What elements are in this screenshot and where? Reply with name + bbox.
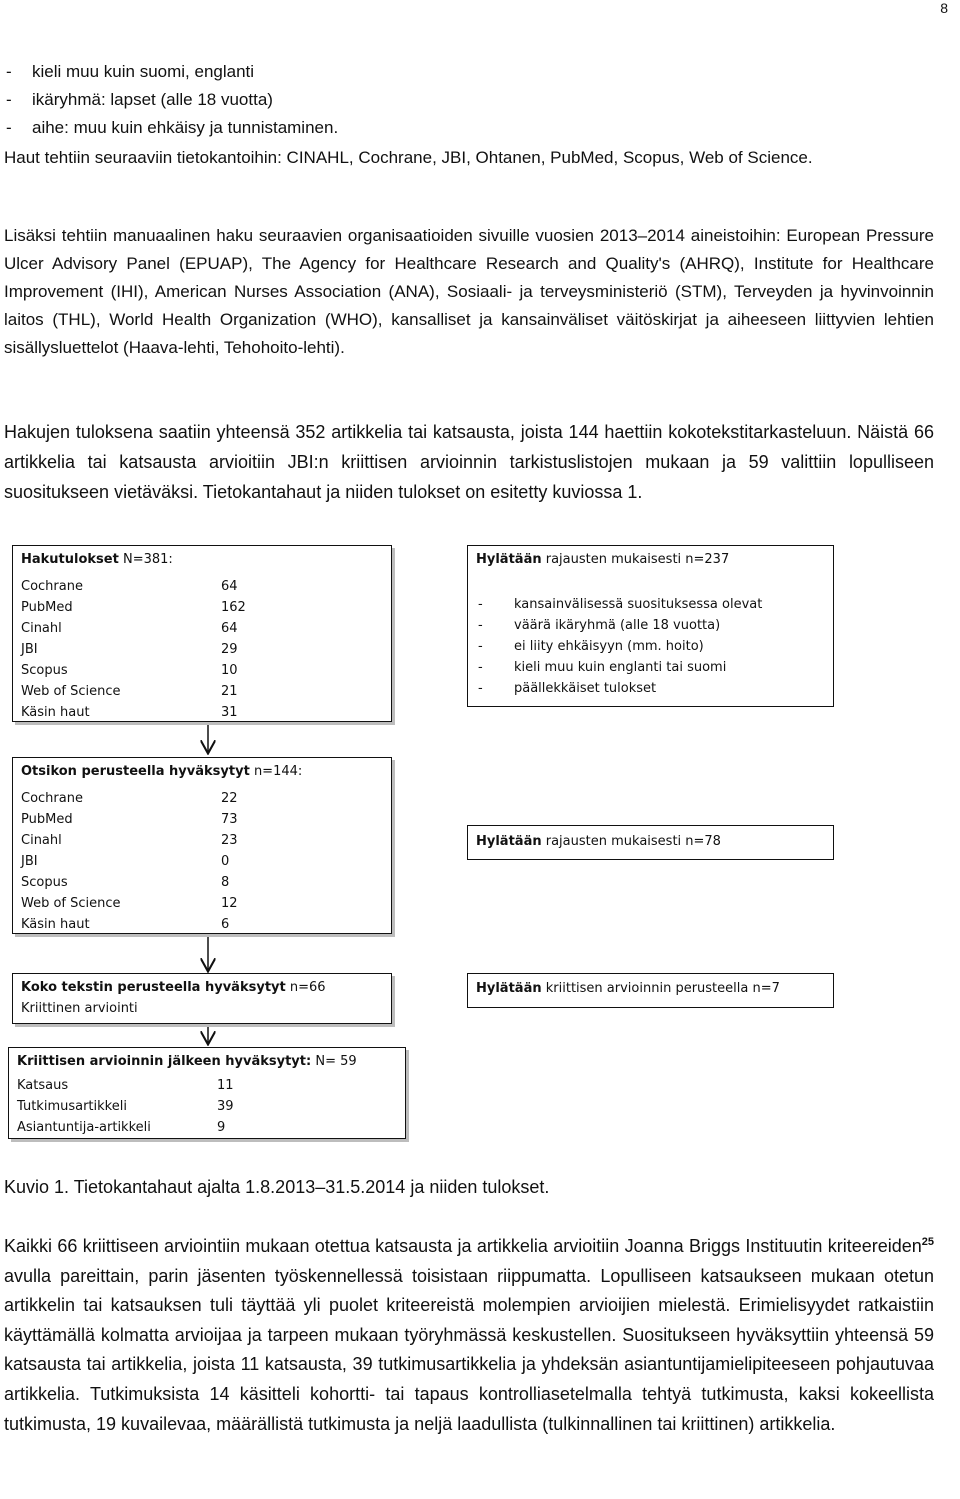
title-accepted-box (12, 757, 392, 934)
table-row: Asiantuntija-artikkeli 9 (17, 1120, 226, 1135)
box-count: n=144: (253, 764, 303, 779)
table-row: Web of Science 12 (21, 896, 238, 911)
reference-number: 25 (921, 1236, 934, 1248)
table-row: Scopus 10 (21, 663, 238, 678)
box-count: N= 59 (315, 1054, 357, 1069)
databases-paragraph: Haut tehtiin seuraaviin tietokantoihin: CINAHL, Cochrane, JBI, Ohtanen, PubMed, Scopus, Web of Science. (4, 148, 813, 167)
table-row: Web of Science 21 (21, 684, 238, 699)
final-accepted-box (8, 1047, 406, 1139)
appraisal-paragraph: Kaikki 66 kriittiseen arviointiin mukaan otettua katsausta ja artikkelia arvioitiin Joanna Briggs Instituutin kriteereiden$^{25}$ avulla pareittain, parin jäsenten työskennellessä toisistaan riippumatta. Lopulliseen katsaukseen mukaan otetun artikkelin tai katsauksen tuli täyttää yli puolet kriteereistä molempien arvioijien mielestä. Erimielisyydet ratkaistiin käyttämällä kolmatta arvioijaa ja tarpeen mukaan työryhmässä keskustellen. Suositukseen hyväksyttiin yhteensä 59 katsausta tai artikkelia, joista 11 katsausta, 39 tutkimusartikkelia ja yhdeksän asiantuntijamielipiteeseen pohjautuvaa artikkelia. Tutkimuksista 14 käsitteli kohortti- tai tapaus kontrolliasetelmalla tehtyä tutkimusta, kaksi kokeellista tutkimusta, 19 kuvailevaa, määrällistä tutkimusta ja neljä laadullista (tulkinnallinen tai kriittinen) artikkelia. (4, 1236, 934, 1434)
rejected-appraisal-box (467, 973, 834, 1008)
rejected-criteria-box (467, 545, 834, 707)
search-results-box (12, 545, 392, 722)
list-item: - kansainvälisessä suosituksessa olevat (478, 594, 762, 615)
box-title: Hakutulokset (21, 552, 119, 567)
table-row: Käsin haut 6 (21, 917, 230, 932)
box-subtitle: rajausten mukaisesti n=237 (545, 552, 730, 567)
box-count: n=66 (289, 980, 326, 995)
table-row: PubMed 73 (21, 812, 238, 827)
table-row: Katsaus 11 (17, 1078, 234, 1093)
table-row: Käsin haut 31 (21, 705, 238, 720)
box-title: Hylätään (476, 552, 542, 567)
table-row: Cochrane 64 (21, 579, 238, 594)
box-subtitle: kriittisen arvioinnin perusteella n=7 (545, 981, 780, 996)
box-title: Hylätään (476, 981, 542, 996)
table-row: JBI 0 (21, 854, 230, 869)
list-item: - ei liity ehkäisyyn (mm. hoito) (478, 636, 762, 657)
box-subtitle: Kriittinen arviointi (21, 1001, 138, 1016)
table-row: Cinahl 64 (21, 621, 238, 636)
fulltext-accepted-box (12, 973, 392, 1024)
list-item: - ikäryhmä: lapset (alle 18 vuotta) (4, 86, 934, 114)
list-item: - väärä ikäryhmä (alle 18 vuotta) (478, 615, 762, 636)
list-item: - kieli muu kuin suomi, englanti (4, 58, 934, 86)
box-subtitle: rajausten mukaisesti n=78 (545, 834, 721, 849)
list-item: - kieli muu kuin englanti tai suomi (478, 657, 762, 678)
table-row: Cochrane 22 (21, 791, 238, 806)
table-row: Cinahl 23 (21, 833, 238, 848)
table-row: JBI 29 (21, 642, 238, 657)
manual-search-paragraph: Lisäksi tehtiin manuaalinen haku seuraavien organisaatioiden sivuille vuosien 2013–2014 aineistoihin: European Pressure Ulcer Advisory Panel (EPUAP), The Agency for Healthcare Research and Quality's (AHRQ), Institute for Healthcare Improvement (IHI), American Nurses Association (ANA), Sosiaali- ja terveysministeriö (STM), Terveyden ja hyvinvoinnin laitos (THL), World Health Organization (WHO), kansalliset ja kansainväliset väitöskirjat ja aiheeseen liittyvien lehtien sisällysluettelot (Haava-lehti, Tehohoito-lehti). (4, 226, 934, 357)
list-item: - aihe: muu kuin ehkäisy ja tunnistaminen. (4, 114, 934, 142)
figure-caption: Kuvio 1. Tietokantahaut ajalta 1.8.2013–31.5.2014 ja niiden tulokset. (4, 1177, 550, 1197)
box-title: Koko tekstin perusteella hyväksytyt (21, 980, 286, 995)
rejected-78-box (467, 825, 834, 860)
results-paragraph: Hakujen tuloksena saatiin yhteensä 352 artikkelia tai katsausta, joista 144 haettiin kokotekstitarkasteluun. Näistä 66 artikkelia tai katsausta arvioitiin JBI:n kriittisen arvioinnin tarkistuslistojen mukaan ja 59 valittiin lopulliseen suositukseen vietäväksi. Tietokantahaut ja niiden tulokset on esitetty kuviossa 1. (4, 422, 934, 502)
page-number: 8 (940, 0, 948, 16)
list-item: - päällekkäiset tulokset (478, 678, 762, 699)
table-row: Tutkimusartikkeli 39 (17, 1099, 234, 1114)
box-title: Otsikon perusteella hyväksytyt (21, 764, 250, 779)
box-title: Kriittisen arvioinnin jälkeen hyväksytyt: (17, 1054, 312, 1069)
box-title: Hylätään (476, 834, 542, 849)
box-count: N=381: (122, 552, 173, 567)
table-row: PubMed 162 (21, 600, 246, 615)
table-row: Scopus 8 (21, 875, 230, 890)
